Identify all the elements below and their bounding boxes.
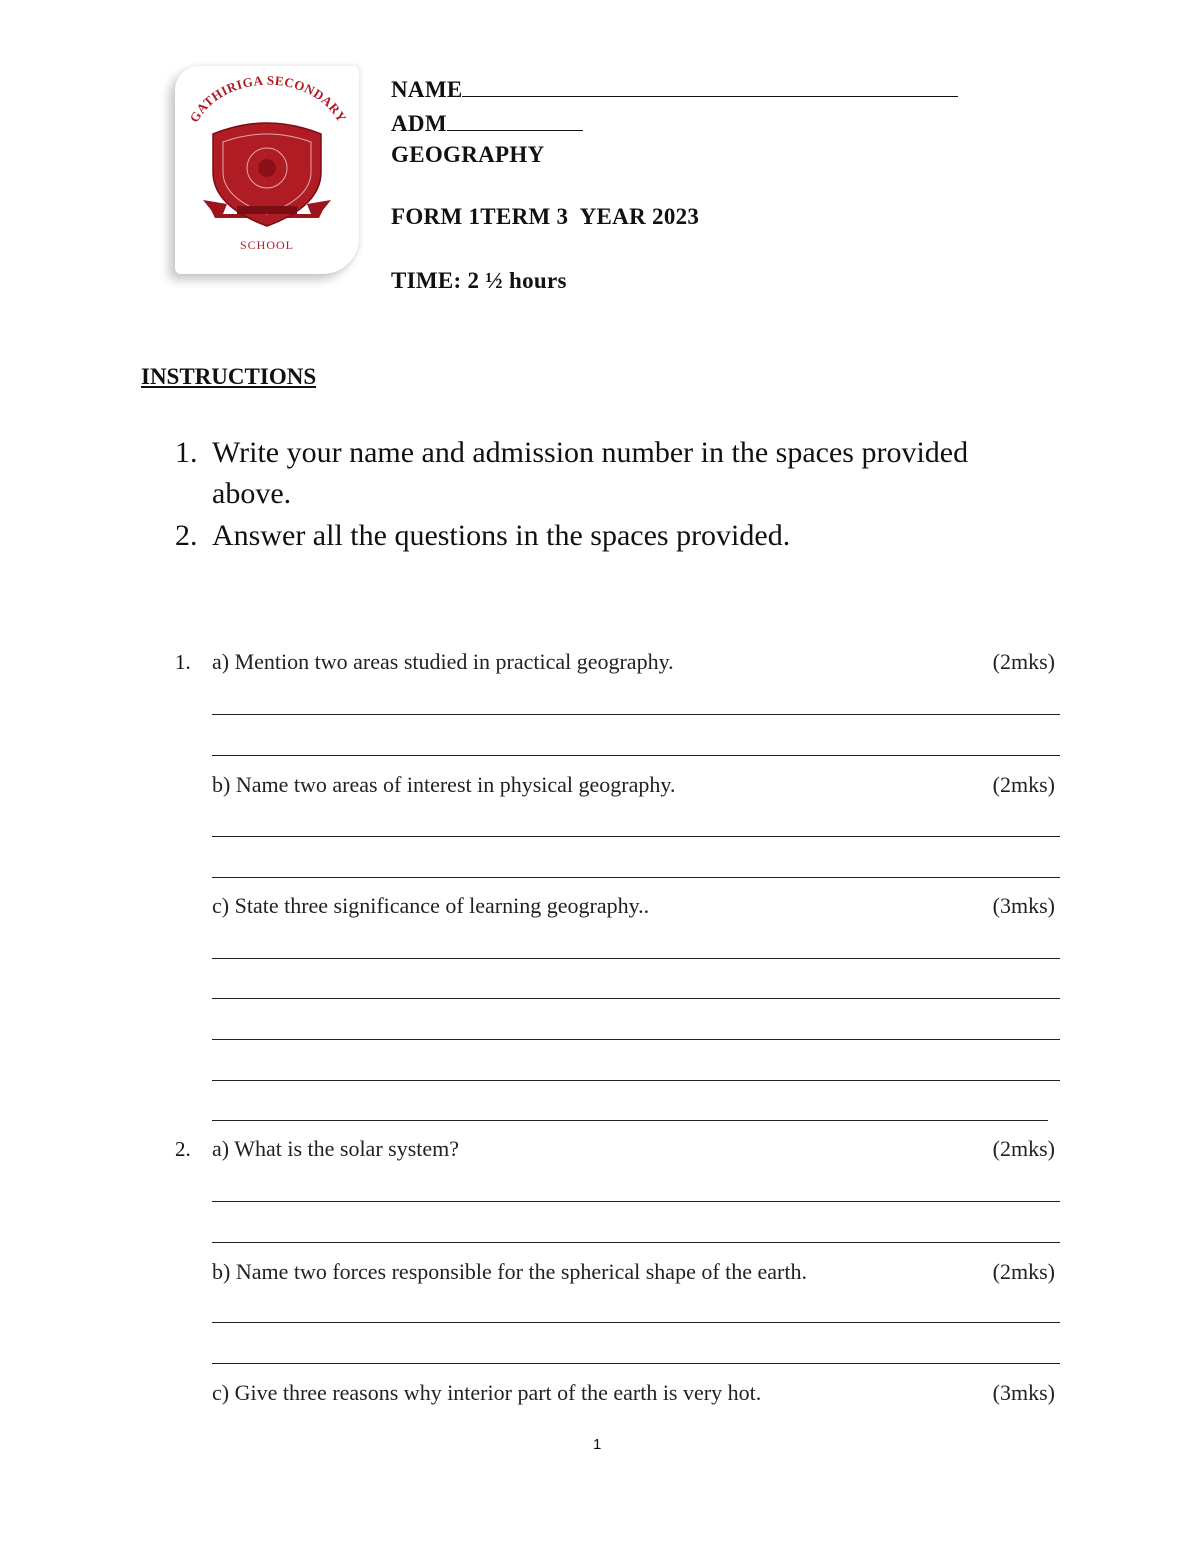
instruction-text: Write your name and admission number in the spaces provided above. [212, 436, 969, 510]
question-text: c) Give three reasons why interior part of the earth is very hot. [212, 1380, 762, 1405]
adm-field [391, 108, 583, 137]
answer-line[interactable] [212, 1039, 1060, 1040]
answer-line[interactable] [212, 1201, 1060, 1202]
answer-line[interactable] [212, 1242, 1060, 1243]
exam-time: TIME: 2 ½ hours [391, 268, 567, 293]
svg-text:GATHIRIGA SECONDARY [186, 73, 349, 125]
question-number: 1. [175, 650, 191, 674]
name-field [391, 74, 958, 103]
instruction-number: 1. [175, 436, 198, 469]
question-number: 2. [175, 1137, 191, 1161]
instructions-title: INSTRUCTIONS [141, 364, 317, 389]
answer-line[interactable] [212, 755, 1060, 756]
marks-label: (3mks) [992, 1380, 1055, 1405]
instruction-text: Answer all the questions in the spaces provided. [212, 519, 791, 552]
answer-line[interactable] [212, 998, 1060, 999]
answer-line[interactable] [212, 836, 1060, 837]
answer-line[interactable] [212, 714, 1060, 715]
question-text: c) State three significance of learning geography.. [212, 893, 650, 918]
marks-label: (2mks) [992, 772, 1055, 797]
logo-bottom-text: SCHOOL [239, 238, 295, 252]
subject-title: GEOGRAPHY [391, 142, 545, 167]
school-crest-icon [175, 66, 359, 274]
answer-line[interactable] [212, 1322, 1060, 1323]
logo-arc-text: GATHIRIGA SECONDARY [186, 72, 350, 125]
form-term-year: FORM 1TERM 3 YEAR 2023 [391, 204, 700, 229]
answer-line[interactable] [212, 1363, 1060, 1364]
page-number: 1 [593, 1436, 602, 1453]
name-label: NAME [391, 77, 463, 102]
question-text: b) Name two forces responsible for the spherical shape of the earth. [212, 1259, 807, 1284]
school-logo [175, 66, 359, 274]
instruction-number: 2. [175, 519, 198, 552]
question-text: b) Name two areas of interest in physical geography. [212, 772, 676, 797]
question-text: a) Mention two areas studied in practical geography. [212, 649, 674, 674]
adm-label: ADM [391, 111, 447, 136]
adm-blank [447, 108, 583, 131]
name-blank [462, 74, 958, 97]
marks-label: (2mks) [992, 1136, 1055, 1161]
instruction-item [175, 432, 1055, 522]
answer-line[interactable] [212, 1120, 1048, 1121]
answer-line[interactable] [212, 877, 1060, 878]
answer-line[interactable] [212, 958, 1060, 959]
marks-label: (2mks) [992, 1259, 1055, 1284]
marks-label: (3mks) [992, 893, 1055, 918]
question-text: a) What is the solar system? [212, 1136, 460, 1161]
marks-label: (2mks) [992, 649, 1055, 674]
instruction-item [175, 515, 1055, 560]
answer-line[interactable] [212, 1080, 1060, 1081]
